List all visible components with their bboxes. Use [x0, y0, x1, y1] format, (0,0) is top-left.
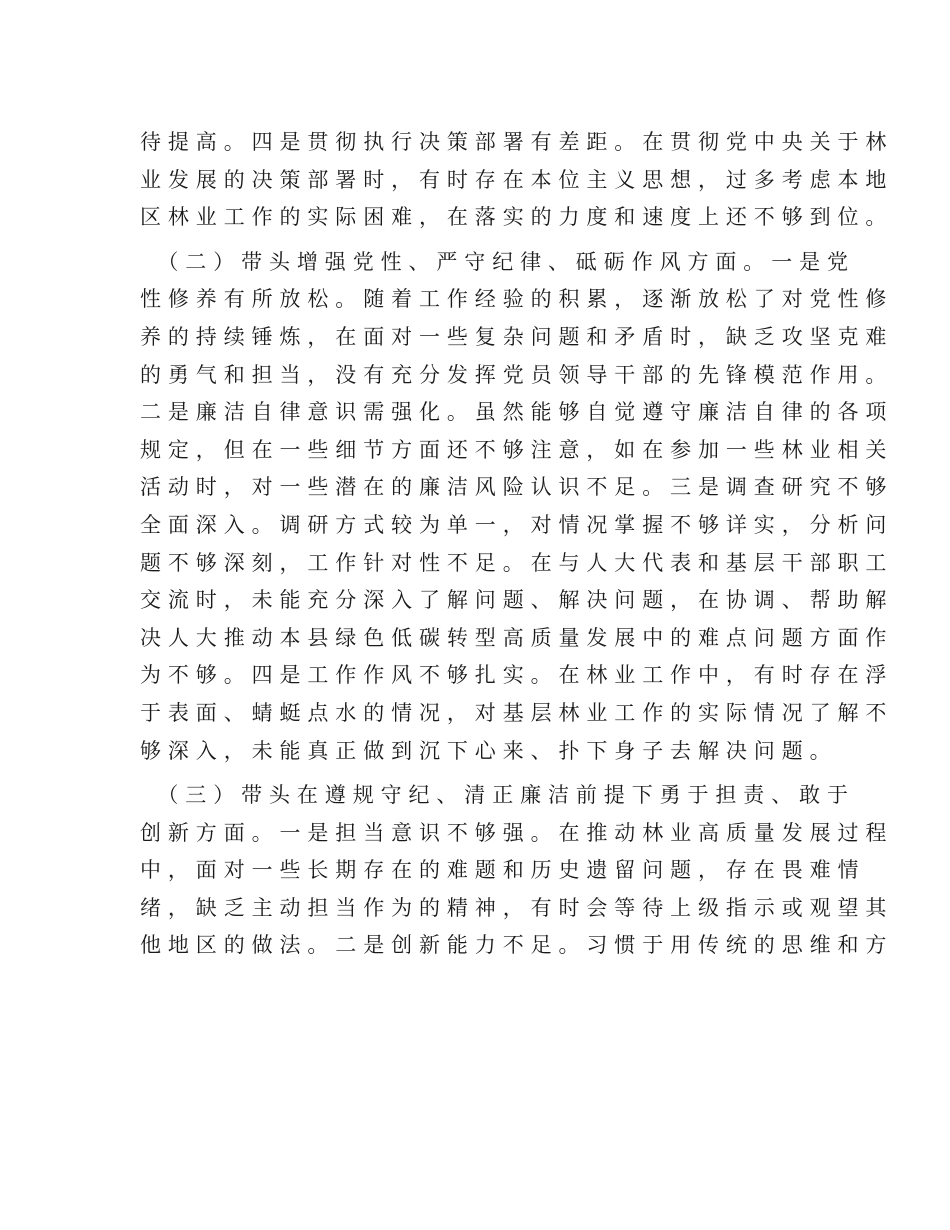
- text-line: 活动时，对一些潜在的廉洁风险认识不足。三是调查研究不够: [140, 475, 894, 500]
- document-page: [140, 124, 894, 965]
- text-line: 性修养有所放松。随着工作经验的积累，逐渐放松了对党性修: [140, 287, 894, 312]
- text-line: 养的持续锤炼，在面对一些复杂问题和矛盾时，缺乏攻坚克难: [140, 324, 894, 349]
- text-line: 区林业工作的实际困难，在落实的力度和速度上还不够到位。: [140, 205, 894, 230]
- text-line: 为不够。四是工作作风不够扎实。在林业工作中，有时存在浮: [140, 663, 894, 688]
- section-heading-line: （三）带头在遵规守纪、清正廉洁前提下勇于担责、敢于: [140, 783, 855, 808]
- text-line: 于表面、蜻蜓点水的情况，对基层林业工作的实际情况了解不: [140, 700, 894, 725]
- text-line: 中，面对一些长期存在的难题和历史遗留问题，存在畏难情: [140, 858, 866, 883]
- paragraph-continuation: [140, 124, 894, 237]
- text-line: 二是廉洁自律意识需强化。虽然能够自觉遵守廉洁自律的各项: [140, 400, 894, 425]
- text-line: 决人大推动本县绿色低碳转型高质量发展中的难点问题方面作: [140, 625, 894, 650]
- text-line: 绪，缺乏主动担当作为的精神，有时会等待上级指示或观望其: [140, 895, 894, 920]
- text-line: 业发展的决策部署时，有时存在本位主义思想，过多考虑本地: [140, 167, 894, 192]
- text-line: 全面深入。调研方式较为单一，对情况掌握不够详实，分析问: [140, 512, 894, 537]
- text-line: 规定，但在一些细节方面还不够注意，如在参加一些林业相关: [140, 437, 894, 462]
- text-line: 够深入，未能真正做到沉下心来、扑下身子去解决问题。: [140, 738, 838, 763]
- text-line: 交流时，未能充分深入了解问题、解决问题，在协调、帮助解: [140, 588, 894, 613]
- paragraph-section-3: [140, 777, 894, 965]
- text-line: 待提高。四是贯彻执行决策部署有差距。在贯彻党中央关于林: [140, 130, 894, 154]
- text-line: 的勇气和担当，没有充分发挥党员领导干部的先锋模范作用。: [140, 362, 894, 387]
- text-line: 他地区的做法。二是创新能力不足。习惯于用传统的思维和方: [140, 933, 894, 958]
- text-line: 题不够深刻，工作针对性不足。在与人大代表和基层干部职工: [140, 550, 894, 575]
- paragraph-section-2: [140, 244, 894, 770]
- text-line: 创新方面。一是担当意识不够强。在推动林业高质量发展过程: [140, 820, 894, 845]
- section-heading-line: （二）带头增强党性、严守纪律、砥砺作风方面。一是党: [140, 249, 855, 274]
